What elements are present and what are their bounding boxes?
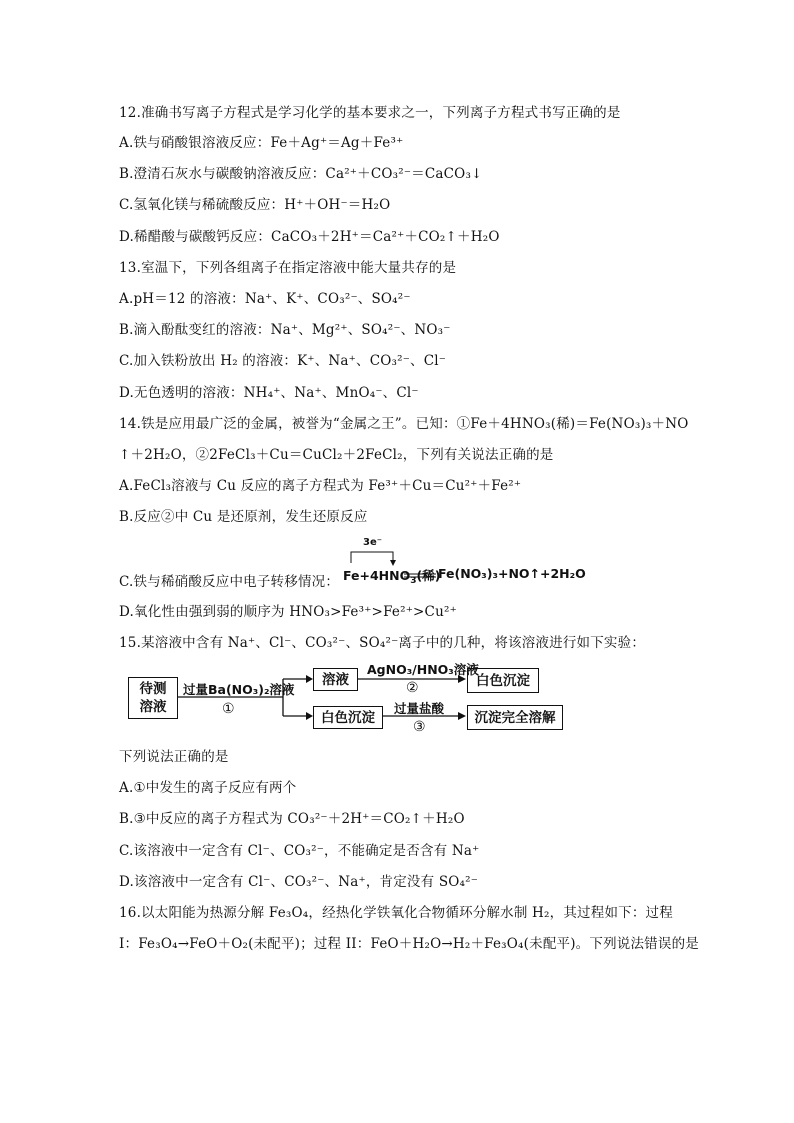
equation-left: $Fe+4HNO_3$(稀) [343, 568, 441, 586]
solution-box: 溶液 [313, 668, 358, 691]
q16-stem-line1: 16.以太阳能为热源分解 Fe₃O₄，经热化学铁氧化合物循环分解水制 H₂，其过程如下：过程 [119, 905, 673, 921]
step3-reagent-label: 过量盐酸 [394, 701, 445, 716]
step1-reagent-label: 过量Ba(NO₃)₂溶液 [183, 682, 295, 697]
q13-stem: 13.室温下，下列各组离子在指定溶液中能大量共存的是 [119, 260, 457, 276]
electron-count-label: 3e⁻ [363, 537, 383, 548]
q12-option-d: D.稀醋酸与碳酸钙反应：CaCO₃＋2H⁺＝Ca²⁺＋CO₂↑＋H₂O [119, 229, 500, 245]
equation-right: Fe(NO₃)₃+NO↑+2H₂O [438, 566, 586, 581]
q14-option-b: B.反应②中 Cu 是还原剂，发生还原反应 [119, 509, 368, 525]
step3-number: ③ [413, 719, 426, 735]
result3-box: 沉淀完全溶解 [467, 705, 563, 730]
q15-option-c: C.该溶液中一定含有 Cl⁻、CO₃²⁻，不能确定是否含有 Na⁺ [119, 843, 480, 859]
q13-option-c: C.加入铁粉放出 H₂ 的溶液：K⁺、Na⁺、CO₃²⁻、Cl⁻ [119, 353, 447, 369]
q13-option-d: D.无色透明的溶液：NH₄⁺、Na⁺、MnO₄⁻、Cl⁻ [119, 385, 419, 401]
q16-stem-line2: I：Fe₃O₄→FeO＋O₂(未配平)；过程 II：FeO＋H₂O→H₂＋Fe₃O₄(未配平)。下列说法错误的是 [119, 936, 699, 952]
q14-option-c: C.铁与稀硝酸反应中电子转移情况： [119, 574, 340, 590]
q12-stem: 12.准确书写离子方程式是学习化学的基本要求之一，下列离子方程式书写正确的是 [119, 105, 621, 121]
step1-number: ① [222, 701, 235, 717]
start-box-test-solution: 待测溶液 [128, 677, 178, 719]
q12-option-a: A.铁与硝酸银溶液反应：Fe＋Ag⁺＝Ag＋Fe³⁺ [119, 135, 404, 151]
q15-prompt: 下列说法正确的是 [119, 749, 229, 765]
result2-box: 白色沉淀 [467, 668, 539, 693]
q15-stem: 15.某溶液中含有 Na⁺、Cl⁻、CO₃²⁻、SO₄²⁻离子中的几种，将该溶液进行如下实验： [119, 635, 646, 651]
q14-option-d: D.氧化性由强到弱的顺序为 HNO₃>Fe³⁺>Fe²⁺>Cu²⁺ [119, 604, 457, 620]
step2-number: ② [406, 680, 419, 696]
q15-option-a: A.①中发生的离子反应有两个 [119, 780, 297, 796]
q14-option-a: A.FeCl₃溶液与 Cu 反应的离子方程式为 Fe³⁺＋Cu＝Cu²⁺＋Fe²⁺ [119, 478, 522, 494]
q15-option-b: B.③中反应的离子方程式为 CO₃²⁻＋2H⁺＝CO₂↑＋H₂O [119, 811, 465, 827]
precipitate-box: 白色沉淀 [313, 706, 383, 729]
q12-option-b: B.澄清石灰水与碳酸钠溶液反应：Ca²⁺＋CO₃²⁻＝CaCO₃↓ [119, 166, 483, 182]
q14-stem-line2: ↑＋2H₂O，②2FeCl₃＋Cu＝CuCl₂＋2FeCl₂，下列有关说法正确的是 [119, 447, 554, 463]
q13-option-a: A.pH＝12 的溶液：Na⁺、K⁺、CO₃²⁻、SO₄²⁻ [119, 291, 411, 307]
q15-option-d: D.该溶液中一定含有 Cl⁻、CO₃²⁻、Na⁺，肯定没有 SO₄²⁻ [119, 874, 479, 890]
step2-reagent-label: AgNO₃/HNO₃溶液 [367, 662, 479, 677]
q13-option-b: B.滴入酚酞变红的溶液：Na⁺、Mg²⁺、SO₄²⁻、NO₃⁻ [119, 322, 451, 338]
q14-stem-line1: 14.铁是应用最广泛的金属，被誉为“金属之王”。已知：①Fe＋4HNO₃(稀)＝Fe(NO₃)₃＋NO [119, 416, 689, 432]
q12-option-c: C.氢氧化镁与稀硫酸反应：H⁺＋OH⁻＝H₂O [119, 197, 391, 213]
